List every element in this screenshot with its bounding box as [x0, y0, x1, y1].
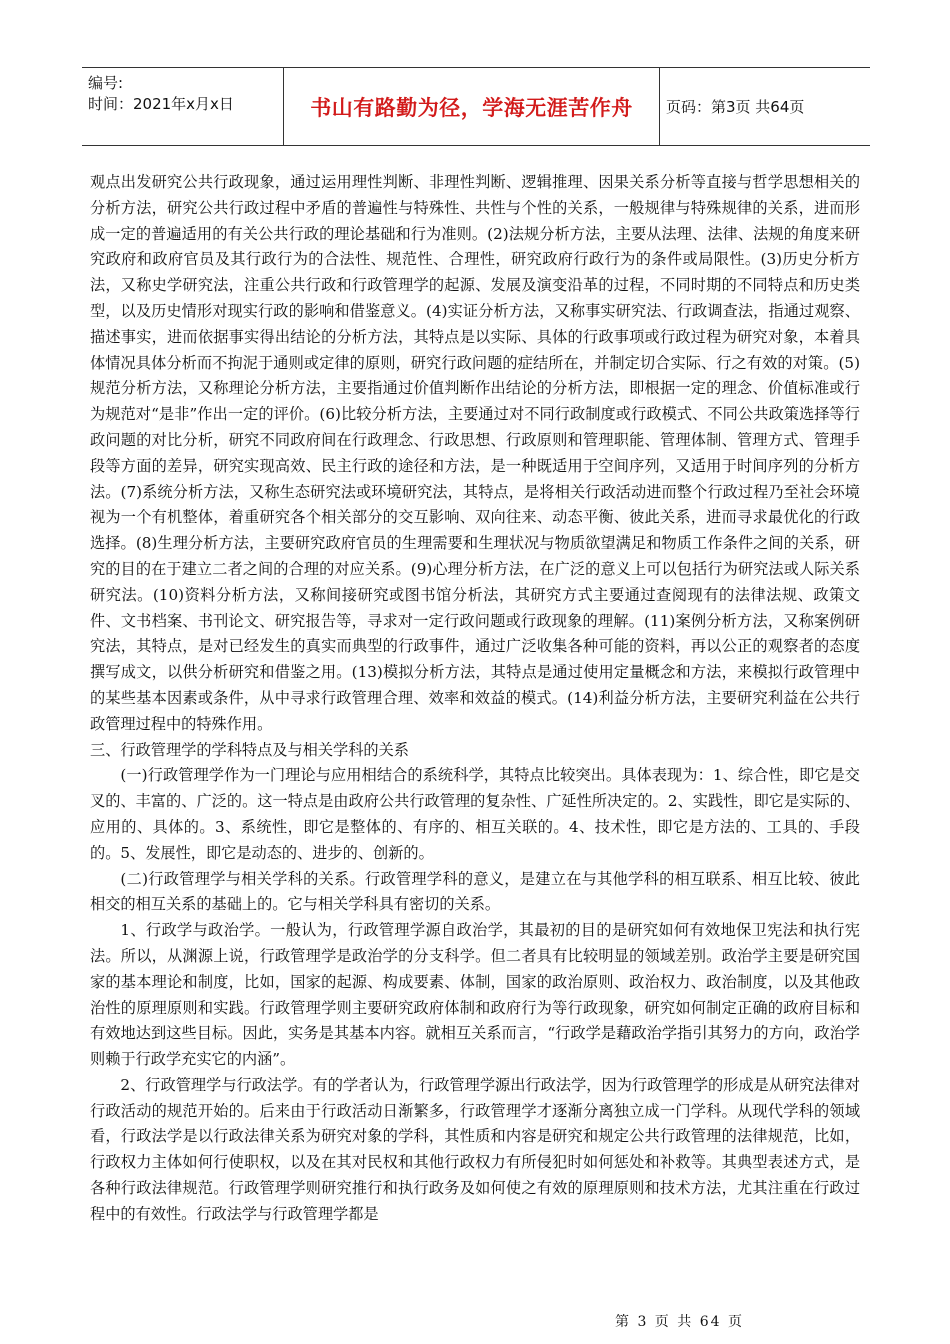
body-paragraph-politics: 1、行政学与政治学。一般认为，行政管理学源自政治学，其最初的目的是研究如何有效地保卫宪法和执行宪法。所以，从渊源上说，行政管理学是政治学的分支科学。但二者具有比较明显的领域差别。政治学主要是研究国家的基本理论和制度，比如，国家的起源、构成要素、体制，国家的政治原则、政治权力、政治制度，以及其他政治性的原理原则和实践。行政管理学则主要研究政府体制和政府行为等行政现象，研究如何制定正确的政府目标和有效地达到这些目标。因此，实务是其基本内容。就相互关系而言，“行政学是藉政治学指引其努力的方向，政治学则赖于行政学充实它的内涵”。	[90, 921, 860, 1069]
header-meta-cell	[82, 68, 284, 145]
page-footer: 第 3 页 共 64 页	[615, 1314, 744, 1330]
body-paragraph-features: (一)行政管理学作为一门理论与应用相结合的系统科学，其特点比较突出。具体表现为：1、综合性，即它是交叉的、丰富的、广泛的。这一特点是由政府公共行政管理的复杂性、广延性所决定的。2、实践性，即它是实际的、应用的、具体的。3、系统性，即它是整体的、有序的、相互关联的。4、技术性，即它是方法的、工具的、手段的。5、发展性，即它是动态的、进步的、创新的。	[90, 766, 860, 862]
body-paragraph-administrative-law: 2、行政管理学与行政法学。有的学者认为，行政管理学源出行政法学，因为行政管理学的形成是从研究法律对行政活动的规范开始的。后来由于行政活动日渐繁多，行政管理学才逐渐分离独立成一门学科。从现代学科的领域看，行政法学是以行政法律关系为研究对象的学科，其性质和内容是研究和规定公共行政管理的法律规范，比如，行政权力主体如何行使职权，以及在其对民权和其他行政权力有所侵犯时如何惩处和补救等。其典型表述方式，是各种行政法律规范。行政管理学则研究推行和执行政务及如何使之有效的原理原则和技术方法，尤其注重在行政过程中的有效性。行政法学与行政管理学都是	[90, 1075, 860, 1223]
header-page-info: 页码：第3页 共64页	[666, 98, 805, 116]
header-page-cell	[660, 68, 870, 145]
document-body	[90, 170, 860, 1228]
document-number-label: 编号:	[88, 74, 124, 92]
body-paragraph-relations: (二)行政管理学与相关学科的关系。行政管理学科的意义，是建立在与其他学科的相互联系、相互比较、彼此相交的相互关系的基础上的。它与相关学科具有密切的关系。	[90, 869, 860, 914]
header-motto-cell	[284, 68, 660, 145]
page-header	[82, 67, 870, 146]
section-heading: 三、行政管理学的学科特点及与相关学科的关系	[90, 740, 409, 759]
document-time-label: 时间：2021年x月x日	[88, 95, 234, 113]
body-paragraph-methods: 观点出发研究公共行政现象，通过运用理性判断、非理性判断、逻辑推理、因果关系分析等直接与哲学思想相关的分析方法，研究公共行政过程中矛盾的普遍性与特殊性、共性与个性的关系，一般规律与特殊规律的关系，进而形成一定的普遍适用的有关公共行政的理论基础和行为准则。(2)法规分析方法，主要从法理、法律、法规的角度来研究政府和政府官员及其行政行为的合法性、规范性、合理性，研究政府行政行为的条件或局限性。(3)历史分析方法，又称史学研究法，注重公共行政和行政管理学的起源、发展及演变沿革的过程，不同时期的不同特点和历史类型，以及历史情形对现实行政的影响和借鉴意义。(4)实证分析方法，又称事实研究法、行政调查法，指通过观察、描述事实，进而依据事实得出结论的分析方法，其特点是以实际、具体的行政事项或行政过程为研究对象，本着具体情况具体分析而不拘泥于通则或定律的原则，研究行政问题的症结所在，并制定切合实际、行之有效的对策。(5)规范分析方法，又称理论分析方法，主要指通过价值判断作出结论的分析方法，即根据一定的理念、价值标准或行为规范对“是非”作出一定的评价。(6)比较分析方法，主要通过对不同行政制度或行政模式、不同公共政策选择等行政问题的对比分析，研究不同政府间在行政理念、行政思想、行政原则和管理职能、管理体制、管理方式、管理手段等方面的差异，研究实现高效、民主行政的途径和方法，是一种既适用于空间序列，又适用于时间序列的分析方法。(7)系统分析方法，又称生态研究法或环境研究法，其特点，是将相关行政活动进而整个行政过程乃至社会环境视为一个有机整体，着重研究各个相关部分的交互影响、双向往来、动态平衡、彼此关系，进而寻求最优化的行政选择。(8)生理分析方法，主要研究政府官员的生理需要和生理状况与物质欲望满足和物质工作条件之间的关系，研究的目的在于建立二者之间的合理的对应关系。(9)心理分析方法，在广泛的意义上可以包括行为研究法或人际关系研究法。(10)资料分析方法，又称间接研究或图书馆分析法，其研究方式主要通过查阅现有的法律法规、政策文件、文书档案、书刊论文、研究报告等，寻求对一定行政问题或行政现象的理解。(11)案例分析方法，又称案例研究法，其特点，是对已经发生的真实而典型的行政事件，通过广泛收集各种可能的资料，再以公正的观察者的态度撰写成文，以供分析研究和借鉴之用。(13)模拟分析方法，其特点是通过使用定量概念和方法，来模拟行政管理中的某些基本因素或条件，从中寻求行政管理合理、效率和效益的模式。(14)利益分析方法，主要研究利益在公共行政管理过程中的特殊作用。	[90, 173, 860, 733]
header-motto: 书山有路勤为径，学海无涯苦作舟	[310, 95, 633, 120]
